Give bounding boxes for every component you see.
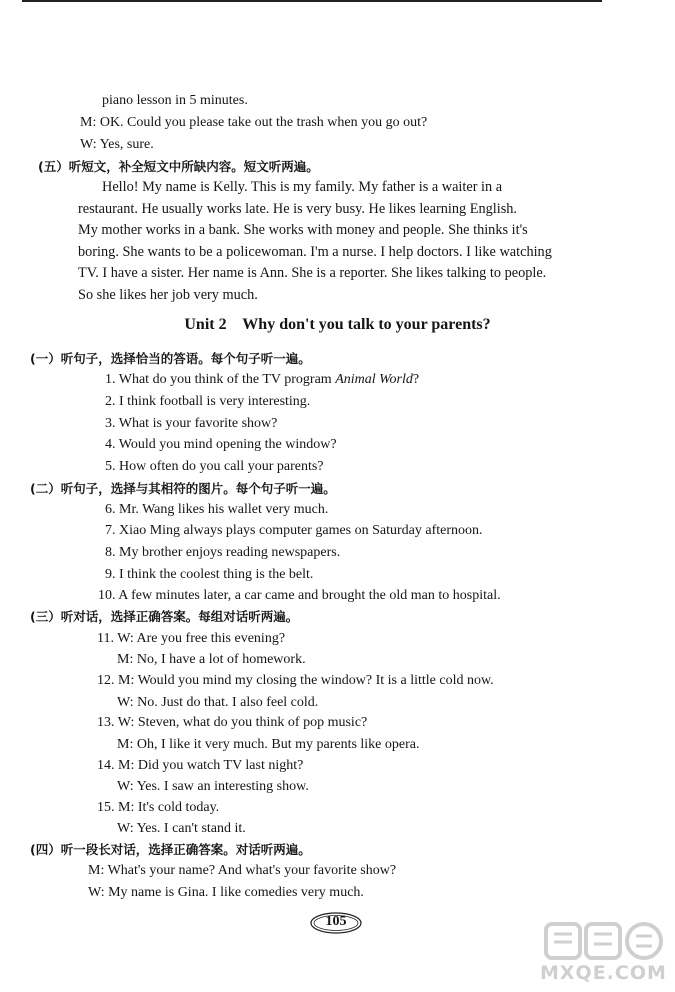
question-text: 1. What do you think of the TV program xyxy=(105,372,336,387)
section5-passage xyxy=(78,177,590,307)
dialogue-line: 13. W: Steven, what do you think of pop music? xyxy=(97,715,368,730)
dialogue-line: M: No, I have a lot of homework. xyxy=(117,652,306,667)
passage-line: So she likes her job very much. xyxy=(78,286,258,303)
passage-line: My mother works in a bank. She works with money and people. She thinks it's xyxy=(78,222,528,239)
passage-line: boring. She wants to be a policewoman. I'm a nurse. I help doctors. I like watching xyxy=(78,243,552,260)
dialogue-line: 12. M: Would you mind my closing the window? It is a little cold now. xyxy=(97,673,494,688)
watermark xyxy=(540,920,670,986)
question-item: 4. Would you mind opening the window? xyxy=(105,437,337,452)
dialogue-line: M: Oh, I like it very much. But my parents like opera. xyxy=(117,737,420,752)
dialogue-line: 14. M: Did you watch TV last night? xyxy=(97,758,304,773)
question-item: 3. What is your favorite show? xyxy=(105,416,278,431)
dialogue-line: W: Yes. I can't stand it. xyxy=(117,821,246,836)
question-item: 8. My brother enjoys reading newspapers. xyxy=(105,545,341,560)
question-item xyxy=(105,371,419,389)
answer-stamp-icon xyxy=(540,920,670,964)
section5-heading: (五）听短文，补全短文中所缺内容。短文听两遍。 xyxy=(38,159,319,174)
dialogue-line: W: My name is Gina. I like comedies very much. xyxy=(88,885,364,900)
question-item: 10. A few minutes later, a car came and brought the old man to hospital. xyxy=(98,588,501,603)
question-item: 2. I think football is very interesting. xyxy=(105,394,311,409)
question-item: 6. Mr. Wang likes his wallet very much. xyxy=(105,502,329,517)
part3-heading: (三）听对话，选择正确答案。每组对话听两遍。 xyxy=(30,609,299,624)
question-item: 9. I think the coolest thing is the belt. xyxy=(105,567,314,582)
program-title: Animal World xyxy=(335,372,413,387)
question-item: 7. Xiao Ming always plays computer games on Saturday afternoon. xyxy=(105,523,483,538)
page-number-text: 105 xyxy=(325,914,347,929)
part2-heading: (二）听句子，选择与其相符的图片。每个句子听一遍。 xyxy=(30,481,336,496)
dialogue-line: 11. W: Are you free this evening? xyxy=(97,631,286,646)
passage-line: Hello! My name is Kelly. This is my family. My father is a waiter in a xyxy=(102,179,503,195)
watermark-text: MXQE.COM xyxy=(540,962,667,984)
part1-heading: (一）听句子，选择恰当的答语。每个句子听一遍。 xyxy=(30,351,311,366)
question-mark: ? xyxy=(412,372,420,387)
intro-line: piano lesson in 5 minutes. xyxy=(102,93,248,108)
question-item: 5. How often do you call your parents? xyxy=(105,459,324,474)
dialogue-line: W: Yes. I saw an interesting show. xyxy=(117,779,309,794)
page-number xyxy=(310,912,362,934)
unit-title: Unit 2 Why don't you talk to your parents? xyxy=(184,316,491,333)
passage-line: TV. I have a sister. Her name is Ann. She is a reporter. She likes talking to people. xyxy=(78,265,547,282)
passage-line: restaurant. He usually works late. He is very busy. He likes learning English. xyxy=(78,200,517,217)
intro-line: W: Yes, sure. xyxy=(80,137,154,152)
intro-line: M: OK. Could you please take out the trash when you go out? xyxy=(80,115,428,130)
dialogue-line: 15. M: It's cold today. xyxy=(97,800,220,815)
dialogue-line: M: What's your name? And what's your favorite show? xyxy=(88,863,397,878)
top-rule xyxy=(22,0,602,2)
dialogue-line: W: No. Just do that. I also feel cold. xyxy=(117,695,319,710)
part4-heading: (四）听一段长对话，选择正确答案。对话听两遍。 xyxy=(30,842,311,857)
